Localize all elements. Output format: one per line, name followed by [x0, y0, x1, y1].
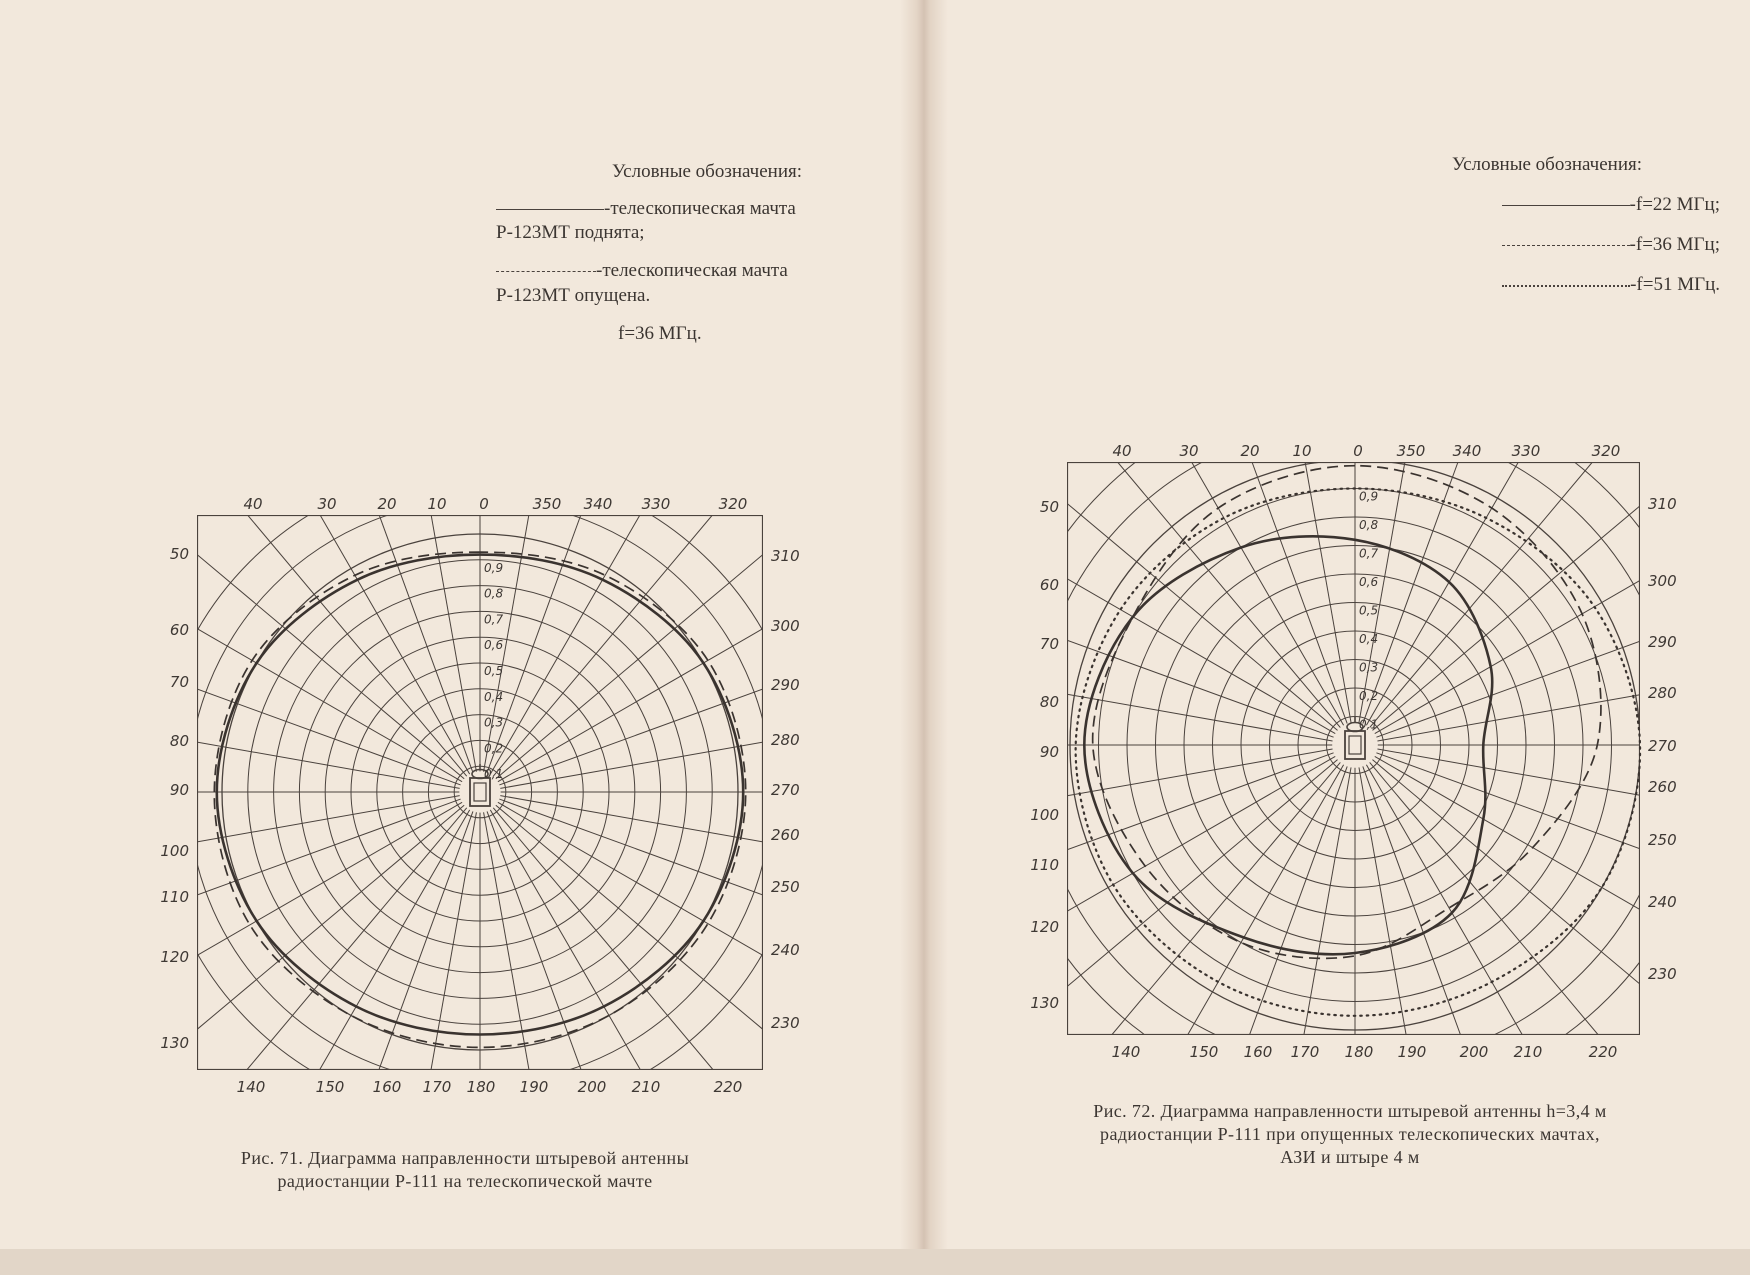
spoke-line — [197, 742, 460, 788]
spoke-line — [487, 811, 581, 1070]
angle-tick-label: 50 — [1039, 498, 1059, 516]
caption-fig72-line2: радиостанции Р-111 при опущенных телескопических мачтах, — [1100, 1124, 1600, 1144]
angle-tick-label: 10 — [427, 495, 447, 513]
radial-tick-label: 0,6 — [1359, 575, 1379, 589]
legend-solid-line — [1502, 205, 1630, 206]
spoke-line — [320, 515, 470, 774]
angle-tick-label: 270 — [1648, 737, 1677, 755]
spoke-line — [1192, 462, 1344, 725]
angle-tick-label: 170 — [1290, 1043, 1320, 1061]
spoke-line — [1188, 765, 1344, 1035]
caption-fig72-line1: Рис. 72. Диаграмма направленности штыревой антенны h=3,4 м — [1093, 1101, 1607, 1121]
angle-tick-label: 70 — [1039, 635, 1059, 653]
angle-tick-label: 340 — [1452, 442, 1482, 460]
angle-tick-label: 60 — [169, 621, 189, 639]
angle-tick-label: 160 — [1243, 1043, 1273, 1061]
spoke-line — [1305, 462, 1351, 723]
caption-fig71-line2: радиостанции Р-111 на телескопической мачте — [277, 1171, 653, 1191]
spoke-line — [197, 796, 460, 842]
angle-tick-label: 350 — [1396, 442, 1426, 460]
angle-tick-label: 250 — [1648, 831, 1677, 849]
angle-tick-label: 250 — [771, 878, 800, 896]
spoke-line — [1067, 640, 1334, 737]
angle-tick-label: 190 — [1397, 1043, 1427, 1061]
radial-tick-label: 0,7 — [484, 612, 504, 627]
angle-tick-label: 150 — [1189, 1043, 1219, 1061]
spoke-line — [1067, 749, 1333, 796]
angle-tick-label: 20 — [1240, 442, 1260, 460]
legend-item-51mhz — [1440, 273, 1720, 296]
polar-chart-fig71 — [150, 485, 800, 1096]
angle-tick-label: 290 — [771, 676, 800, 694]
angle-tick-label: 130 — [1030, 994, 1059, 1012]
radial-tick-label: 0,7 — [1359, 546, 1379, 561]
angle-tick-label: 240 — [771, 941, 800, 959]
spoke-line — [1377, 695, 1640, 741]
angle-tick-label: 0 — [1353, 442, 1363, 460]
angle-tick-label: 0 — [479, 495, 489, 513]
angle-tick-label: 290 — [1648, 633, 1677, 651]
radial-tick-label: 0,6 — [484, 638, 504, 653]
angle-tick-label: 330 — [641, 495, 671, 513]
spoke-line — [1376, 753, 1640, 849]
spoke-line — [1377, 749, 1640, 795]
angle-tick-label: 260 — [771, 826, 800, 844]
angle-tick-label: 310 — [771, 547, 800, 565]
angle-tick-label: 90 — [169, 781, 189, 799]
angle-tick-label: 160 — [372, 1078, 402, 1096]
radial-tick-label: 0,4 — [484, 689, 504, 704]
angle-tick-label: 190 — [519, 1078, 549, 1096]
angle-tick-label: 100 — [160, 842, 189, 860]
radial-tick-label: 0,8 — [484, 586, 504, 601]
caption-fig71-line1: Рис. 71. Диаграмма направленности штыревой антенны — [240, 1148, 690, 1168]
angle-tick-label: 180 — [466, 1078, 496, 1096]
legend-dashed-line — [496, 271, 596, 272]
angle-tick-label: 220 — [713, 1078, 743, 1096]
angle-tick-label: 100 — [1030, 806, 1059, 824]
angle-tick-label: 310 — [1648, 495, 1677, 513]
spoke-line — [500, 796, 763, 842]
angle-tick-label: 30 — [1179, 442, 1199, 460]
angle-tick-label: 20 — [377, 495, 397, 513]
spoke-line — [1372, 760, 1640, 984]
page-bottom-edge — [0, 1249, 1750, 1275]
legend-item-lowered-cont: Р-123МТ опущена. — [496, 285, 651, 306]
angle-tick-label: 120 — [1030, 918, 1059, 936]
legend-item-lowered — [496, 259, 788, 282]
angle-tick-label: 320 — [718, 495, 748, 513]
legend-heading-fig71: Условные обозначения: — [612, 161, 803, 182]
angle-tick-label: 30 — [317, 495, 337, 513]
angle-tick-label: 130 — [160, 1034, 189, 1052]
polar-chart-fig72 — [1020, 435, 1680, 1061]
angle-tick-label: 240 — [1648, 893, 1677, 911]
spoke-line — [248, 515, 467, 776]
spoke-line — [493, 515, 712, 776]
radial-tick-label: 0,9 — [1359, 489, 1379, 504]
legend-item-raised-cont: Р-123МТ поднята; — [496, 222, 645, 243]
spoke-line — [1112, 762, 1341, 1035]
spoke-line — [1366, 765, 1522, 1035]
angle-tick-label: 200 — [1459, 1043, 1489, 1061]
spoke-line — [197, 805, 464, 1029]
angle-tick-label: 90 — [1039, 743, 1059, 761]
angle-tick-label: 280 — [771, 731, 800, 749]
legend-item-51mhz-text: -f=51 МГц. — [1630, 274, 1720, 295]
angle-tick-label: 210 — [631, 1078, 661, 1096]
spoke-line — [1375, 756, 1640, 909]
angle-tick-label: 40 — [1112, 442, 1132, 460]
angle-tick-label: 340 — [583, 495, 613, 513]
radial-tick-label: 0,3 — [484, 715, 504, 730]
legend-item-raised — [496, 197, 796, 220]
legend-item-36mhz-text: -f=36 МГц; — [1629, 234, 1720, 255]
angle-tick-label: 170 — [422, 1078, 452, 1096]
angle-tick-label: 80 — [169, 732, 189, 750]
angle-tick-label: 300 — [771, 617, 800, 635]
spoke-line — [490, 810, 640, 1070]
spoke-line — [496, 805, 763, 1029]
angle-tick-label: 280 — [1648, 684, 1677, 702]
angle-tick-label: 180 — [1344, 1043, 1374, 1061]
angle-tick-label: 150 — [315, 1078, 345, 1096]
radial-tick-label: 0,5 — [484, 664, 504, 678]
angle-tick-label: 230 — [771, 1014, 800, 1032]
angle-tick-label: 210 — [1513, 1043, 1543, 1061]
caption-fig72-line3: АЗИ и штыре 4 м — [1280, 1147, 1420, 1167]
legend-dotted-line — [1502, 285, 1630, 287]
angle-tick-label: 220 — [1588, 1043, 1618, 1061]
angle-tick-label: 80 — [1039, 693, 1059, 711]
radial-tick-label: 0,3 — [1359, 660, 1379, 675]
angle-tick-label: 330 — [1511, 442, 1541, 460]
legend-solid-line — [496, 209, 604, 210]
radial-tick-label: 0,1 — [484, 767, 504, 782]
legend-dashed-line — [1502, 245, 1630, 246]
spoke-line — [379, 811, 473, 1070]
radial-tick-label: 0,9 — [484, 560, 504, 575]
book-gutter — [900, 0, 948, 1275]
radial-tick-label: 0,2 — [484, 741, 504, 756]
angle-tick-label: 350 — [532, 495, 562, 513]
spoke-line — [319, 810, 469, 1070]
radial-tick-label: 0,4 — [1359, 632, 1379, 646]
angle-tick-label: 10 — [1292, 442, 1312, 460]
angle-tick-label: 70 — [169, 673, 189, 691]
angle-tick-label: 270 — [771, 781, 800, 799]
angle-tick-label: 260 — [1648, 778, 1677, 796]
angle-tick-label: 230 — [1648, 965, 1677, 983]
spoke-line — [1067, 694, 1333, 741]
angle-tick-label: 40 — [243, 495, 263, 513]
spoke-line — [379, 515, 473, 773]
angle-tick-label: 110 — [1030, 856, 1059, 874]
legend-item-raised-text: -телескопическая мачта — [604, 198, 796, 219]
legend-item-lowered-text: -телескопическая мачта — [596, 260, 788, 281]
spoke-line — [1359, 767, 1406, 1035]
legend-item-22mhz-text: -f=22 МГц; — [1629, 194, 1720, 215]
radial-tick-label: 0,8 — [1359, 518, 1379, 532]
spoke-line — [1304, 767, 1351, 1035]
angle-tick-label: 60 — [1039, 576, 1059, 594]
spoke-line — [500, 742, 763, 788]
legend-item-36mhz — [1440, 233, 1720, 256]
angle-tick-label: 300 — [1648, 572, 1677, 590]
legend-heading-fig72: Условные обозначения: — [1452, 154, 1643, 175]
angle-tick-label: 110 — [160, 888, 189, 906]
angle-tick-label: 50 — [169, 545, 189, 563]
spoke-line — [1118, 462, 1341, 728]
radial-tick-label: 0,5 — [1359, 603, 1379, 618]
angle-tick-label: 140 — [236, 1078, 266, 1096]
angle-tick-label: 140 — [1111, 1043, 1141, 1061]
angle-tick-label: 320 — [1591, 442, 1621, 460]
radial-tick-label: 0,2 — [1359, 689, 1379, 703]
angle-tick-label: 200 — [577, 1078, 607, 1096]
legend-frequency: f=36 МГц. — [618, 323, 702, 344]
legend-item-22mhz — [1440, 193, 1720, 216]
radial-tick-label: 0,1 — [1359, 717, 1379, 732]
angle-tick-label: 120 — [160, 948, 189, 966]
